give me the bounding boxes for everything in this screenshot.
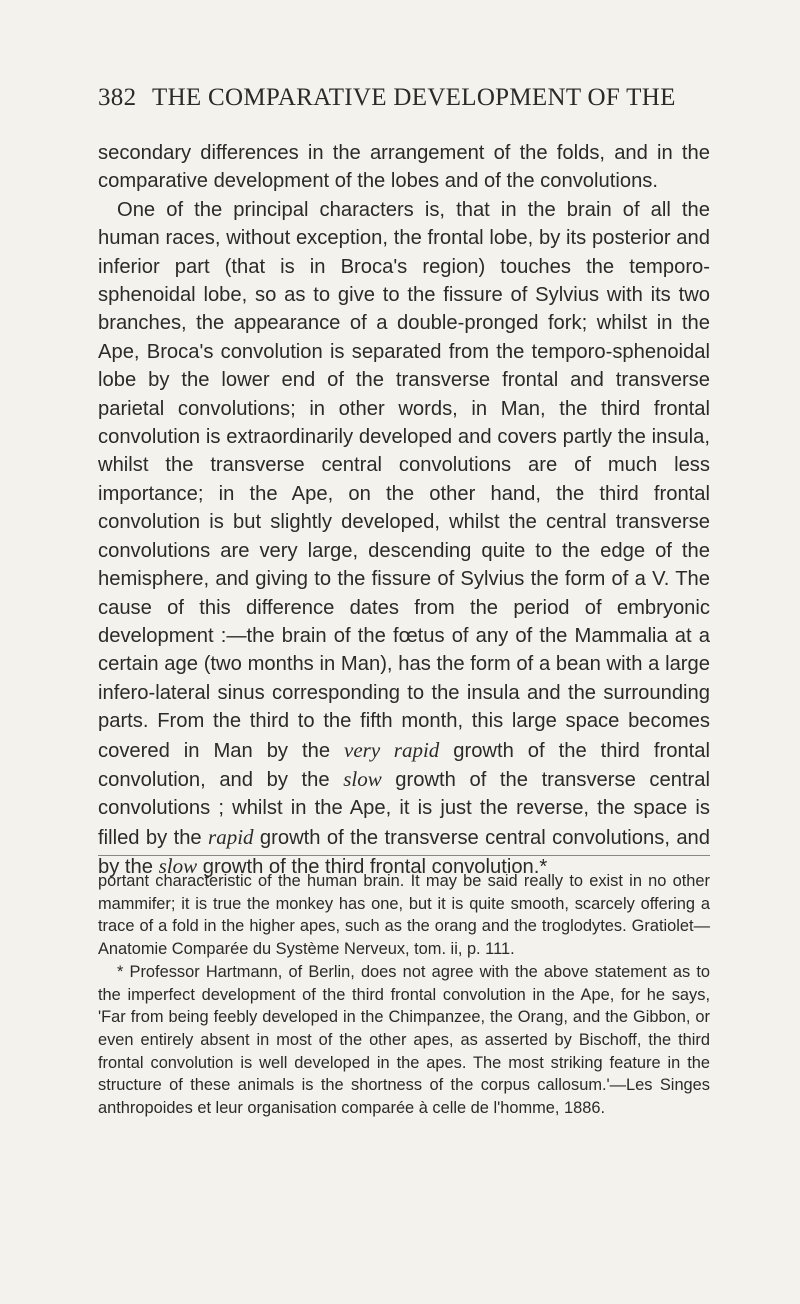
text-run: growth of the third frontal convolution, and by the bbox=[98, 739, 710, 791]
paragraph-continued: secondary differences in the arrangement of the folds, and in the comparative development of the lobes and of the convolutions. bbox=[98, 142, 710, 193]
footnote-continued: portant characteristic of the human brain. It may be said really to exist in no other mammifer; it is true the monkey has one, but it is quite smooth, scarcely offering a trace of a fold in the higher apes, such as the orang and the troglodytes. Gratiolet—Anatomie Comparée du Système Nerveux, tom. ii, p. 111. bbox=[98, 872, 710, 959]
emphasis-slow: slow bbox=[343, 766, 382, 791]
text-run: growth of the third frontal convolution.* bbox=[202, 856, 548, 879]
text-run: growth of the transverse central convolutions ; whilst in the Ape, it is just the reverse, the space is filled by the bbox=[98, 768, 710, 849]
paragraph-principal-characters bbox=[98, 196, 710, 882]
footnotes bbox=[98, 870, 710, 1120]
footnote-star: * Professor Hartmann, of Berlin, does not agree with the above statement as to the imperfect development of the third frontal convolution in the Ape, for he says, 'Far from being feebly developed in the Chimpanzee, the Orang, and the Gibbon, or even entirely absent in most of the other apes, as asserted by Bischoff, the third frontal convolution is well developed in the apes. The most striking feature in the structure of these animals is the shortness of the corpus callosum.'—Les Singes anthropoides et leur organisation comparée à celle de l'homme, 1886. bbox=[98, 962, 710, 1118]
emphasis-slow: slow bbox=[158, 854, 198, 879]
text-run: One of the principal characters is, that in the brain of all the human races, without exception, the frontal lobe, by its posterior and inferior part (that is in Broca's region) touches the temporo-sphenoidal lobe, so as to give to the fissure of Sylvius with its two branches, the appearance of a double-pronged fork; whilst in the Ape, Broca's convolution is separated from the temporo-sphenoidal lobe by the lower end of the transverse frontal and transverse parietal convolutions; in other words, in Man, the third frontal convolution is extraordinarily developed and covers partly the insula, whilst the transverse central convolutions are of much less importance; in the Ape, on the other hand, the third frontal convolution is but slightly developed, whilst the central transverse convolutions are very large, descending quite to the edge of the hemisphere, and giving to the fissure of Sylvius the form of a V. The cause of this difference dates from the period of embryonic development :—the brain of the fœtus of any of the Mammalia at a certain age (two months in Man), has the form of a bean with a large infero-lateral sinus corresponding to the insula and the surrounding parts. From the third to the fifth month, this large space becomes covered in Man by the bbox=[98, 198, 710, 762]
running-header bbox=[98, 78, 710, 118]
text-run: growth of the transverse central convolutions, and by the bbox=[98, 826, 711, 879]
main-text bbox=[98, 139, 710, 882]
page-number: 382 bbox=[98, 84, 137, 111]
emphasis-very-rapid: very rapid bbox=[344, 737, 440, 762]
emphasis-rapid: rapid bbox=[208, 824, 254, 849]
running-title: THE COMPARATIVE DEVELOPMENT OF THE bbox=[152, 84, 676, 111]
footnote-divider bbox=[98, 855, 710, 856]
